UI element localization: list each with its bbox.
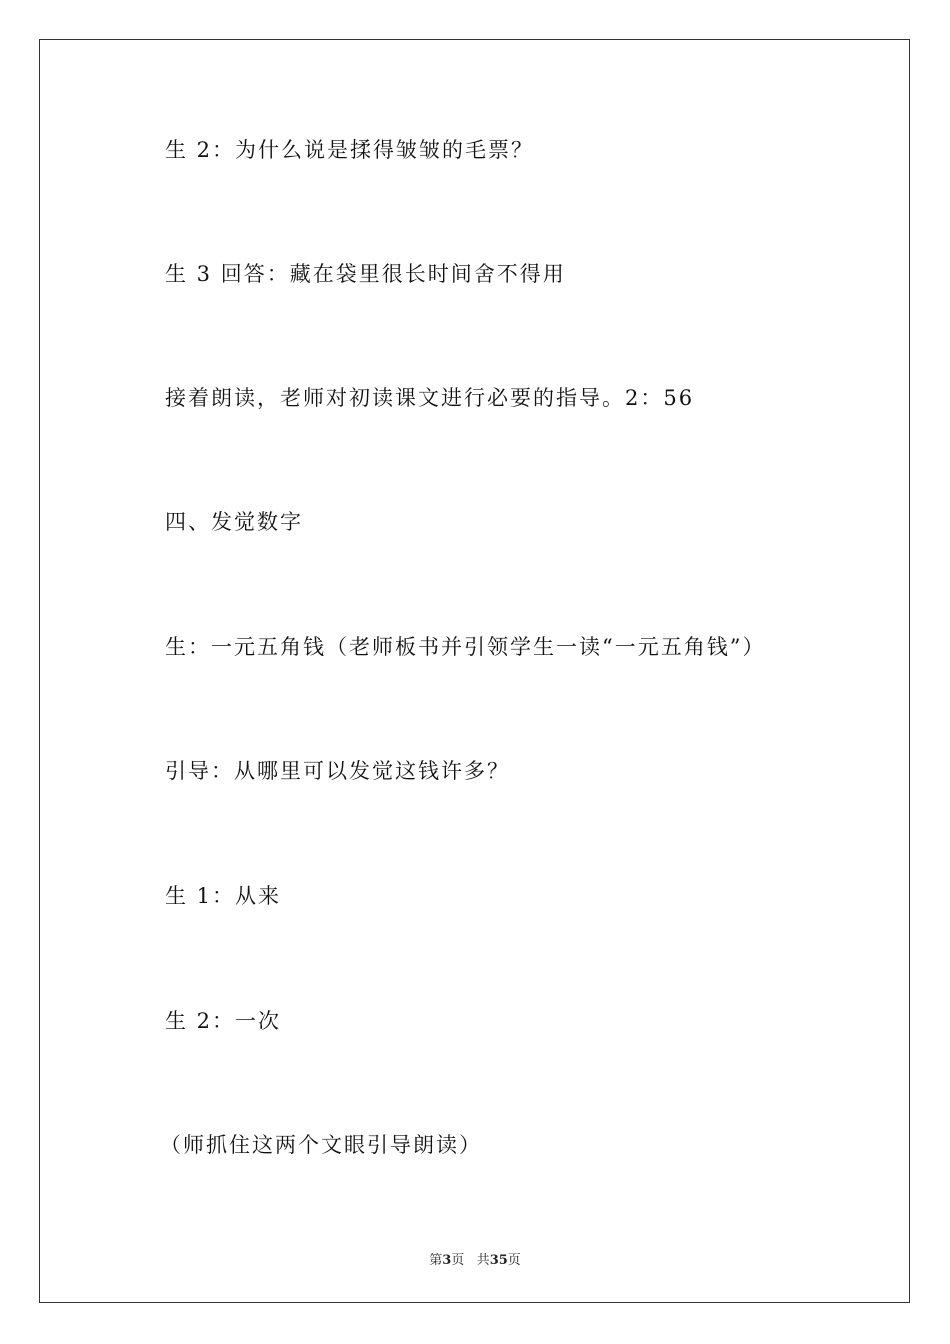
page-border [39,39,910,1303]
total-pages: 35 [489,1253,508,1268]
paragraph: 引导：从哪里可以发觉这钱许多？ [165,759,510,783]
paragraph: 生 1：从来 [165,884,282,908]
paragraph: 生 2：为什么说是揉得皱皱的毛票？ [165,138,535,162]
paragraph: 生 2：一次 [165,1009,282,1033]
page-number: 3 [442,1253,452,1268]
total-suffix: 页 [507,1253,521,1268]
paragraph: 生 3 回答：藏在袋里很长时间舍不得用 [165,262,566,286]
page-footer [0,1249,950,1268]
page-suffix: 页 [451,1253,465,1268]
paragraph: 接着朗读，老师对初读课文进行必要的指导。2：56 [165,386,695,410]
section-heading: 四、发觉数字 [165,510,303,534]
total-prefix: 共 [476,1253,490,1268]
page-prefix: 第 [429,1253,443,1268]
paragraph: （师抓住这两个文眼引导朗读） [160,1133,482,1157]
paragraph: 生：一元五角钱（老师板书并引领学生一读“一元五角钱”） [165,635,766,659]
